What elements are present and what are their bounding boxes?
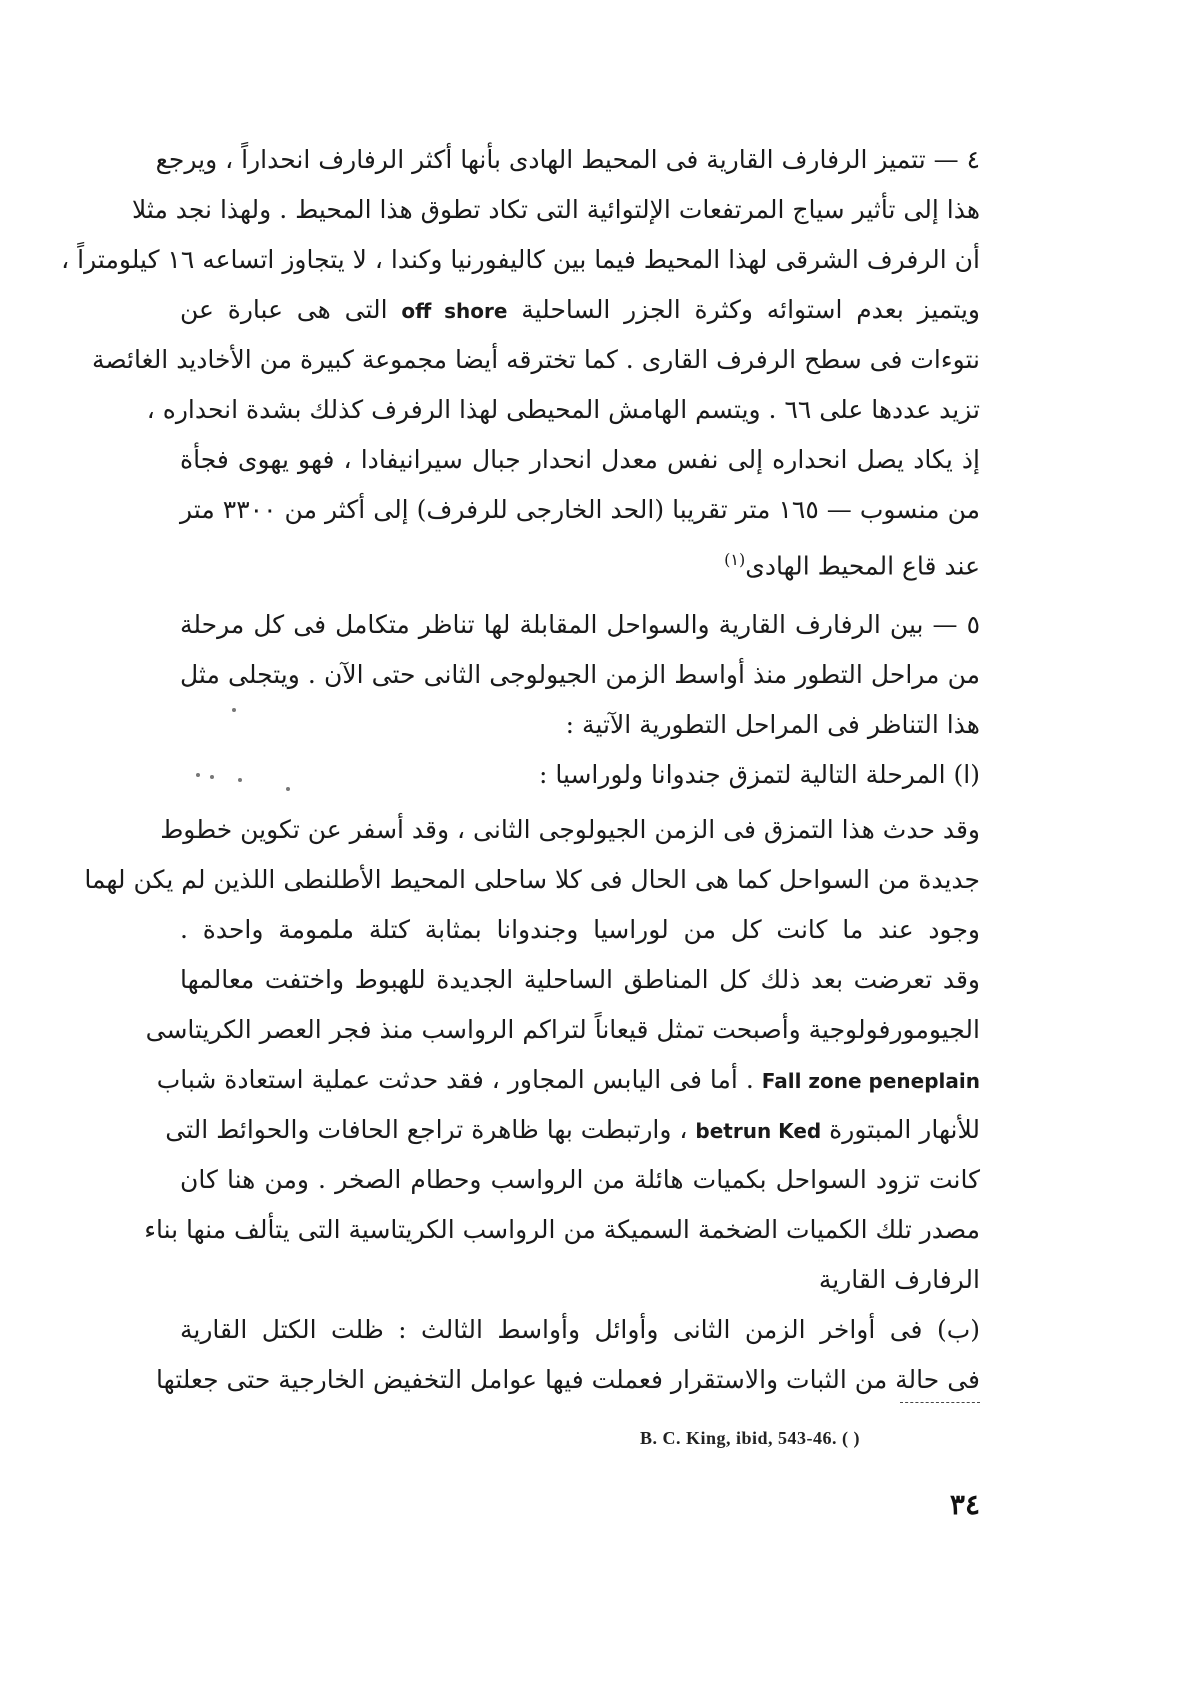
paragraph-4: [61, 135, 980, 585]
text-line: تزيد عددها على ٦٦ . ويتسم الهامش المحيطى لهذا الرفرف كذلك بشدة انحداره ،: [146, 395, 980, 424]
text-line: من منسوب — ١٦٥ متر تقريبا (الحد الخارجى للرفرف) إلى أكثر من ٣٣٠٠ متر: [180, 495, 980, 524]
text-line: مصدر تلك الكميات الضخمة السميكة من الرواسب الكريتاسية التى يتألف منها بناء: [144, 1215, 980, 1244]
text-fragment: للأنهار المبتورة: [829, 1115, 980, 1144]
fall-zone-term: Fall zone peneplain: [761, 1069, 980, 1093]
page-number: ٣٤: [949, 1488, 980, 1521]
subheading-a: [180, 750, 980, 800]
footnote: [640, 1428, 980, 1449]
footnote-text: B. C. King, ibid, 543-46.: [640, 1428, 838, 1448]
scan-speck: [210, 775, 214, 779]
scan-speck: [238, 778, 242, 782]
footnote-divider: [900, 1402, 980, 1403]
scan-speck: [232, 708, 236, 712]
text-line: فى حالة من الثبات والاستقرار فعملت فيها عوامل التخفيض الخارجية حتى جعلتها: [156, 1365, 980, 1394]
text-line: (ب) فى أواخر الزمن الثانى وأوائل وأواسط الثالث : ظلت الكتل القارية: [180, 1315, 980, 1344]
paragraph-b: [156, 1305, 980, 1405]
text-line: إذ يكاد يصل انحداره إلى نفس معدل انحدار جبال سيرانيفادا ، فهو يهوى فجأة: [180, 445, 980, 474]
text-line: ٤ — تتميز الرفارف القارية فى المحيط الهادى بأنها أكثر الرفارف انحداراً ، ويرجع: [155, 145, 980, 174]
scan-speck: [286, 787, 290, 791]
scan-speck: [196, 773, 200, 777]
text-line-mixed: [180, 285, 980, 335]
text-fragment: عند قاع المحيط الهادى: [745, 551, 980, 581]
off-shore-term: off shore: [401, 299, 508, 323]
text-line: هذا التناظر فى المراحل التطورية الآتية :: [565, 710, 980, 739]
text-fragment: التى هى عبارة عن: [180, 295, 388, 324]
text-line: من مراحل التطور منذ أواسط الزمن الجيولوجى الثانى حتى الآن . ويتجلى مثل: [180, 660, 980, 689]
text-line: وقد حدث هذا التمزق فى الزمن الجيولوجى الثانى ، وقد أسفر عن تكوين خطوط: [160, 815, 980, 844]
text-fragment: ويتميز بعدم استوائه وكثرة الجزر الساحلية: [521, 295, 980, 324]
text-line: وجود عند ما كانت كل من لوراسيا وجندوانا بمثابة كتلة ملمومة واحدة .: [180, 915, 980, 944]
text-fragment: ، وارتبطت بها ظاهرة تراجع الحافات والحوائط التى: [165, 1115, 688, 1144]
footnote-marker: ( ): [842, 1428, 861, 1448]
paragraph-5: [180, 600, 980, 750]
text-line: هذا إلى تأثير سياج المرتفعات الإلتوائية التى تكاد تطوق هذا المحيط . ولهذا نجد مثلا: [132, 195, 980, 224]
footnote-reference: (١): [724, 550, 746, 569]
text-line: كانت تزود السواحل بكميات هائلة من الرواسب وحطام الصخر . ومن هنا كان: [180, 1165, 980, 1194]
betrun-term: betrun Ked: [695, 1119, 822, 1143]
text-line: جديدة من السواحل كما هى الحال فى كلا ساحلى المحيط الأطلنطى اللذين لم يكن لهما: [84, 865, 980, 894]
text-line-mixed: [165, 1105, 980, 1155]
text-line: وقد تعرضت بعد ذلك كل المناطق الساحلية الجديدة للهبوط واختفت معالمها: [180, 965, 980, 994]
text-line: أن الرفرف الشرقى لهذا المحيط فيما بين كاليفورنيا وكندا ، لا يتجاوز اتساعه ١٦ كيلومتراً ،: [61, 245, 980, 274]
text-line-mixed: [156, 1055, 980, 1105]
text-fragment: . أما فى اليابس المجاور ، فقد حدثت عملية استعادة شباب: [156, 1065, 754, 1094]
text-line: نتوءات فى سطح الرفرف القارى . كما تخترقه أيضا مجموعة كبيرة من الأخاديد الغائصة: [91, 345, 980, 374]
text-line: (ا) المرحلة التالية لتمزق جندوانا ولوراسيا :: [538, 760, 980, 789]
text-line: الرفارف القارية: [818, 1265, 980, 1294]
text-line: الجيومورفولوجية وأصبحت تمثل قيعاناً لتراكم الرواسب منذ فجر العصر الكريتاسى: [145, 1015, 980, 1044]
text-line-mixed: [180, 535, 980, 585]
paragraph-a: [84, 805, 980, 1305]
text-line: ٥ — بين الرفارف القارية والسواحل المقابلة لها تناظر متكامل فى كل مرحلة: [180, 610, 980, 639]
